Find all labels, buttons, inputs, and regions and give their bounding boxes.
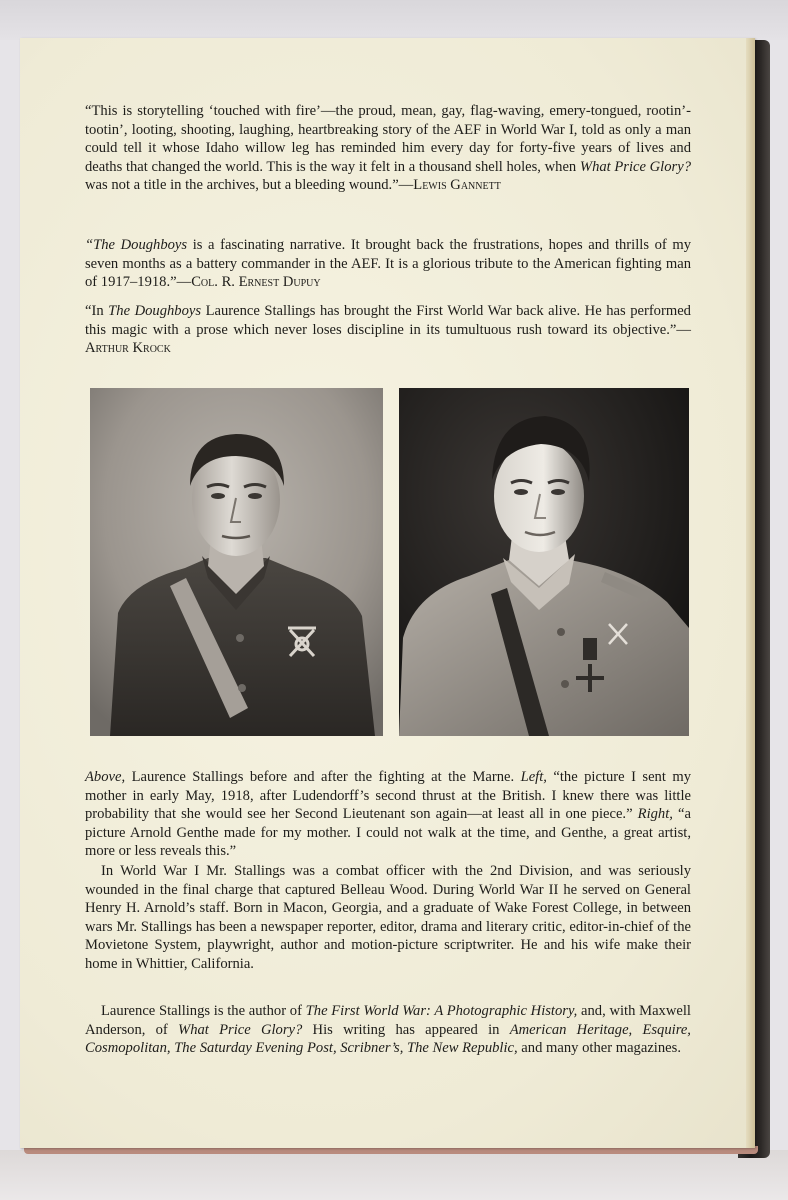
- blurb-ernest-dupuy: [85, 236, 691, 292]
- portrait-right-image: [399, 388, 689, 736]
- bio-paragraph-military: In World War I Mr. Stallings was a combat officer with the 2nd Division, and was seriously wounded in the final charge that captured Belleau Wood. During World War II he served on General Henry H. Arnold’s staff. Born in Macon, Georgia, and a graduate of Wake Forest College, in between wars Mr. Stallings has been a newspaper reporter, editor, drama and literary critic, editor-in-chief of the Movietone System, playwright, author and motion-picture scriptwriter. He and his wife make their home in Whittier, California.: [85, 863, 691, 972]
- blurb-text-start: “In: [85, 303, 109, 319]
- caption-above: Above,: [85, 769, 126, 785]
- blurb-attribution: Lewis Gannett: [413, 177, 501, 194]
- blurb-attribution: Arthur Krock: [85, 340, 171, 357]
- blurb-text: is a fascinating narrative. It brought back the frustrations, hopes and thrills of my seven months as a battery commander in the AEF. It is a glorious tribute to the American fighting man of 1917–1918.”—: [85, 237, 691, 291]
- magazine-list: American Heritage, Esquire, Cosmopolitan, The Saturday Evening Post, Scribner’s, The New Republic,: [85, 1021, 691, 1057]
- caption-left: Left,: [520, 769, 547, 785]
- bio-text: and many other magazines.: [517, 1040, 681, 1057]
- blurb-arthur-krock: [85, 302, 691, 358]
- blurb-text: Laurence Stallings has brought the First World War back alive. He has performed this magic with a prose which never loses discipline in its tumultuous rush toward its objective.”—: [85, 303, 691, 338]
- jacket-fold-edge: [746, 38, 755, 1148]
- bio-text: and, with Maxwell Anderson, of: [85, 1003, 691, 1038]
- blurb-book-title: What Price Glory?: [579, 158, 691, 175]
- book-title: What Price Glory?: [178, 1021, 303, 1038]
- caption-text: “a picture Arnold Genthe made for my mother. I could not walk at the time, and Genthe, a great artist, more or less reveals this.”: [85, 806, 691, 860]
- blurb-text: “This is storytelling ‘touched with fire’—the proud, mean, gay, flag-waving, emery-tongued, rootin’-tootin’, looting, shooting, laughing, heartbreaking story of the AEF in World War I, told as only a man could tell it whose Idaho willow leg has reminded him every day for forty-five years of lives and deaths that changed the world. This is the way it felt in a thousand shell holes, when: [85, 103, 691, 175]
- blurb-book-title: “The Doughboys: [85, 237, 188, 253]
- caption-text: Laurence Stallings before and after the fighting at the Marne.: [125, 769, 521, 785]
- blurb-attribution: Col. R. Ernest Dupuy: [191, 274, 321, 291]
- bio-text: His writing has appeared in: [302, 1021, 510, 1038]
- background-top: [0, 0, 788, 40]
- blurb-text-end: was not a title in the archives, but a bleeding wound.”—: [85, 177, 414, 194]
- book-title: The First World War: A Photographic History,: [305, 1003, 578, 1019]
- photo-right-portrait: [399, 388, 689, 736]
- photo-caption: [85, 768, 691, 861]
- bio-text: Laurence Stallings is the author of: [101, 1003, 306, 1019]
- photo-left-portrait: [90, 388, 383, 736]
- bio-paragraph-works: [85, 1002, 691, 1058]
- caption-right: Right,: [637, 806, 673, 823]
- caption-text: “the picture I sent my mother in early May, 1918, after Ludendorff’s second thrust at the British. I knew there was little probability that she would see her Second Lieutenant son again—at least all in one piece.”: [85, 769, 691, 823]
- blurb-lewis-gannett: [85, 102, 691, 195]
- dust-jacket-back: [20, 38, 755, 1148]
- background-bottom: [0, 1150, 788, 1200]
- portrait-left-image: [90, 388, 383, 736]
- blurb-book-title: The Doughboys: [108, 303, 202, 319]
